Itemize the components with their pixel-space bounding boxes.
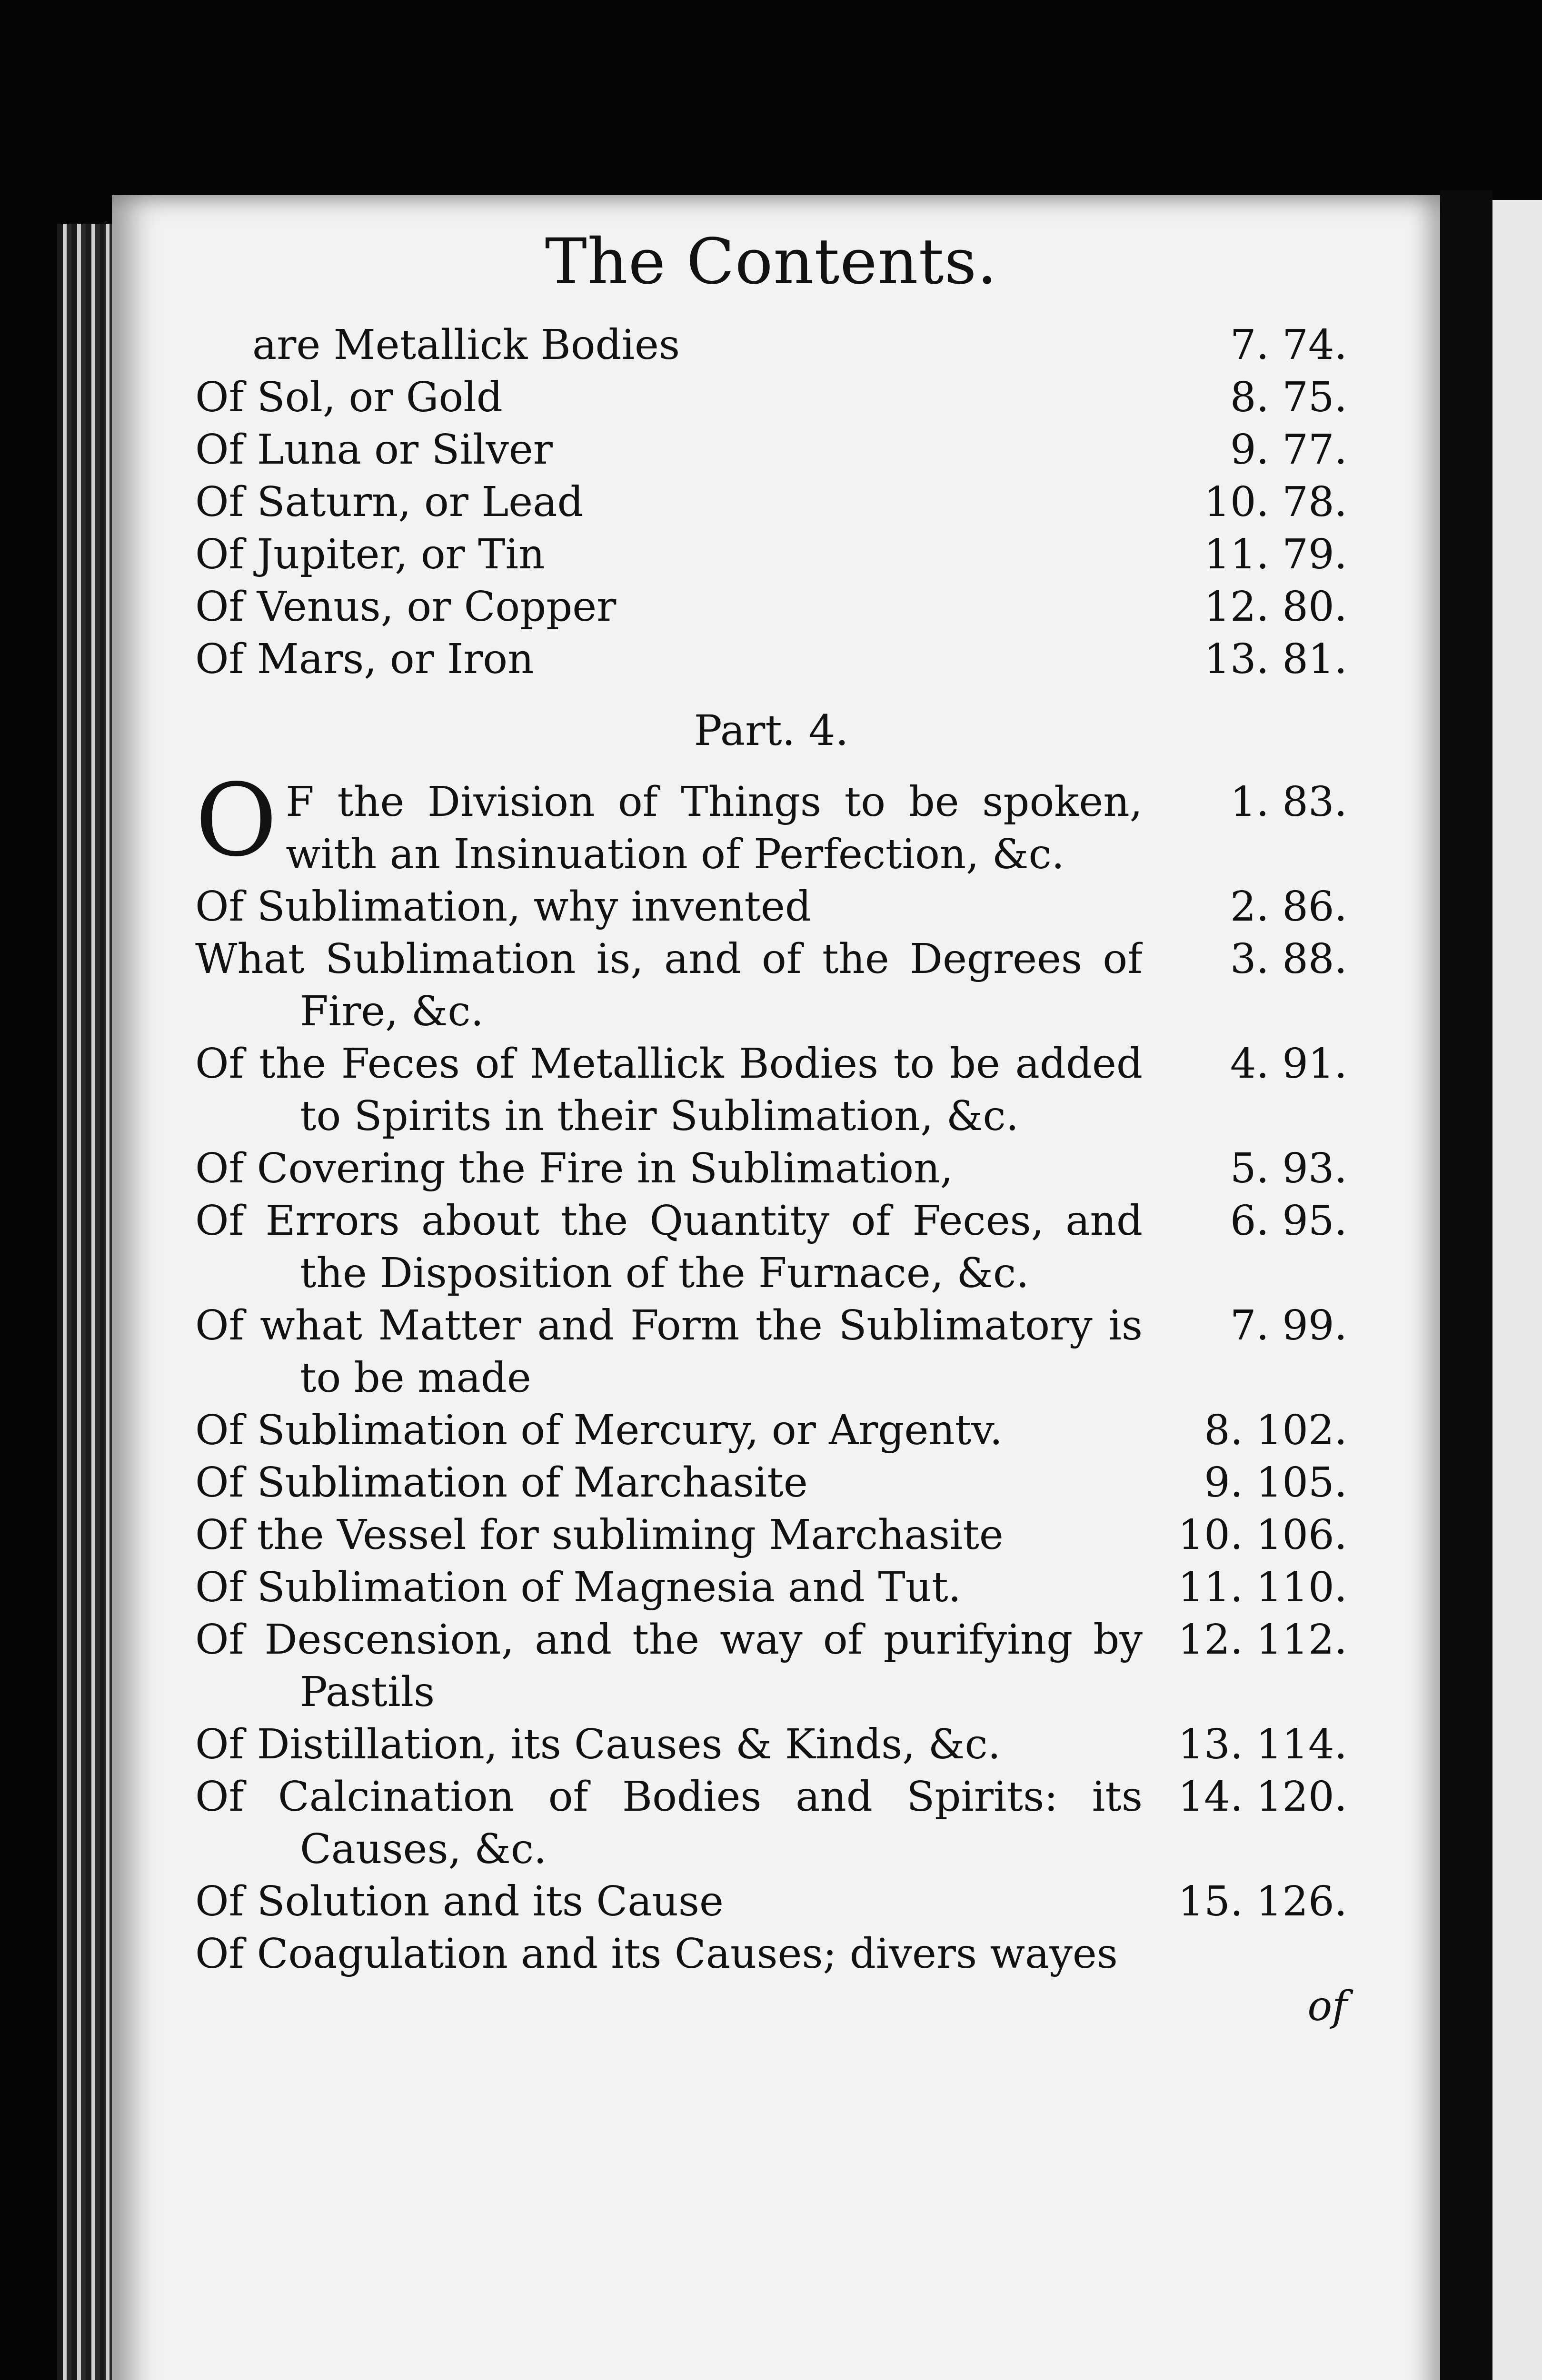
toc-entry-number: 12. 80. [1204,583,1347,631]
toc-entry-number: 11. 79. [1204,531,1347,578]
toc-entry [195,881,1347,933]
toc-entry-number: 1. 83. [1230,778,1347,826]
toc-first-entry-text: F the Division of Things to be spoken, with an Insinuation of Perfection, &c. [286,778,1143,878]
toc-entry-number: 8. 102. [1204,1407,1347,1454]
toc-entry-number: 6. 95. [1230,1197,1347,1245]
contents-text [195,224,1347,2033]
toc-entry-text: Of Solution and its Cause [195,1878,724,1925]
toc-entry-text: Of Sol, or Gold [195,374,503,421]
toc-entry-number: 7. 74. [1230,321,1347,369]
drop-cap: O [195,776,278,879]
toc-entry [195,528,1347,581]
toc-entry-number: 2. 86. [1230,883,1347,931]
toc-entry-number: 9. 77. [1230,426,1347,474]
toc-entry [195,1875,1347,1928]
book-gutter [1440,190,1492,2380]
toc-entry-text [195,776,1143,881]
toc-entry [195,1718,1347,1771]
toc-entry-text: Of Errors about the Quantity of Feces, and the Disposition of the Furnace, &c. [195,1197,1143,1297]
toc-entry [195,1142,1347,1195]
toc-entry-number: 4. 91. [1230,1040,1347,1088]
page-title: The Contents. [545,225,998,298]
toc-entry-number: 5. 93. [1230,1145,1347,1192]
part-heading: Part. 4. [694,706,849,755]
toc-entry-number: 15. 126. [1178,1878,1347,1925]
toc-entry [195,1614,1347,1718]
toc-entry-text: Of Descension, and the way of purifying by Pastils [195,1616,1143,1716]
toc-entry [195,1457,1347,1509]
toc-entry [195,1928,1347,1980]
toc-entry-text: Of the Vessel for subliming Marchasite [195,1511,1004,1559]
toc-entry-number: 8. 75. [1230,374,1347,421]
toc-entry-text: are Metallick Bodies [252,321,680,369]
toc-entry [195,581,1347,633]
toc-entry-text: Of Jupiter, or Tin [195,531,545,578]
toc-entry-text: Of Sublimation of Magnesia and Tut. [195,1564,961,1611]
toc-entry-number: 13. 114. [1178,1721,1347,1768]
toc-top-list [195,319,1347,685]
toc-entry-number: 13. 81. [1204,635,1347,683]
toc-entry [195,476,1347,528]
toc-entry-number: 10. 78. [1204,478,1347,526]
toc-entry-text: Of the Feces of Metallick Bodies to be added to Spirits in their Sublimation, &c. [195,1040,1143,1140]
catchword: of [1307,1983,1347,2030]
next-page-edge [1492,200,1542,2380]
toc-entry [195,1038,1347,1142]
toc-entry-text: Of Sublimation, why invented [195,883,811,931]
toc-entry-text: Of Saturn, or Lead [195,478,584,526]
toc-entry-text: What Sublimation is, and of the Degrees of Fire, &c. [195,935,1143,1035]
toc-entry [195,1509,1347,1561]
toc-entry-number: 3. 88. [1230,935,1347,983]
toc-entry-number: 9. 105. [1204,1459,1347,1507]
toc-entry-text: Of Covering the Fire in Sublimation, [195,1145,953,1192]
toc-entry-text: Of Calcination of Bodies and Spirits: its Causes, &c. [195,1773,1143,1873]
toc-entry-text: Of Sublimation of Marchasite [195,1459,808,1507]
toc-entry [195,424,1347,476]
toc-entry-number: 12. 112. [1178,1616,1347,1664]
toc-entry-number: 11. 110. [1178,1564,1347,1611]
catchword-row [195,1980,1347,2033]
toc-entry-number: 14. 120. [1178,1773,1347,1821]
toc-entry [195,1195,1347,1299]
toc-entry [195,1561,1347,1614]
toc-entry-text: Of Luna or Silver [195,426,553,474]
toc-entry-text: Of Mars, or Iron [195,635,534,683]
toc-entry-first [195,776,1347,881]
toc-entry [195,319,1347,371]
toc-entry-text: Of what Matter and Form the Sublimatory is to be made [195,1302,1143,1402]
toc-entry [195,1299,1347,1404]
toc-entry-text: Of Venus, or Copper [195,583,617,631]
toc-part4-list [195,776,1347,2033]
toc-entry [195,1404,1347,1457]
toc-entry [195,371,1347,424]
toc-entry-number: 10. 106. [1178,1511,1347,1559]
toc-entry-text: Of Coagulation and its Causes; divers wayes [195,1930,1118,1978]
toc-entry-text: Of Sublimation of Mercury, or Argentv. [195,1407,1003,1454]
toc-entry-number: 7. 99. [1230,1302,1347,1349]
toc-entry [195,933,1347,1038]
toc-entry [195,1771,1347,1875]
toc-entry [195,633,1347,685]
toc-entry-text: Of Distillation, its Causes & Kinds, &c. [195,1721,1001,1768]
